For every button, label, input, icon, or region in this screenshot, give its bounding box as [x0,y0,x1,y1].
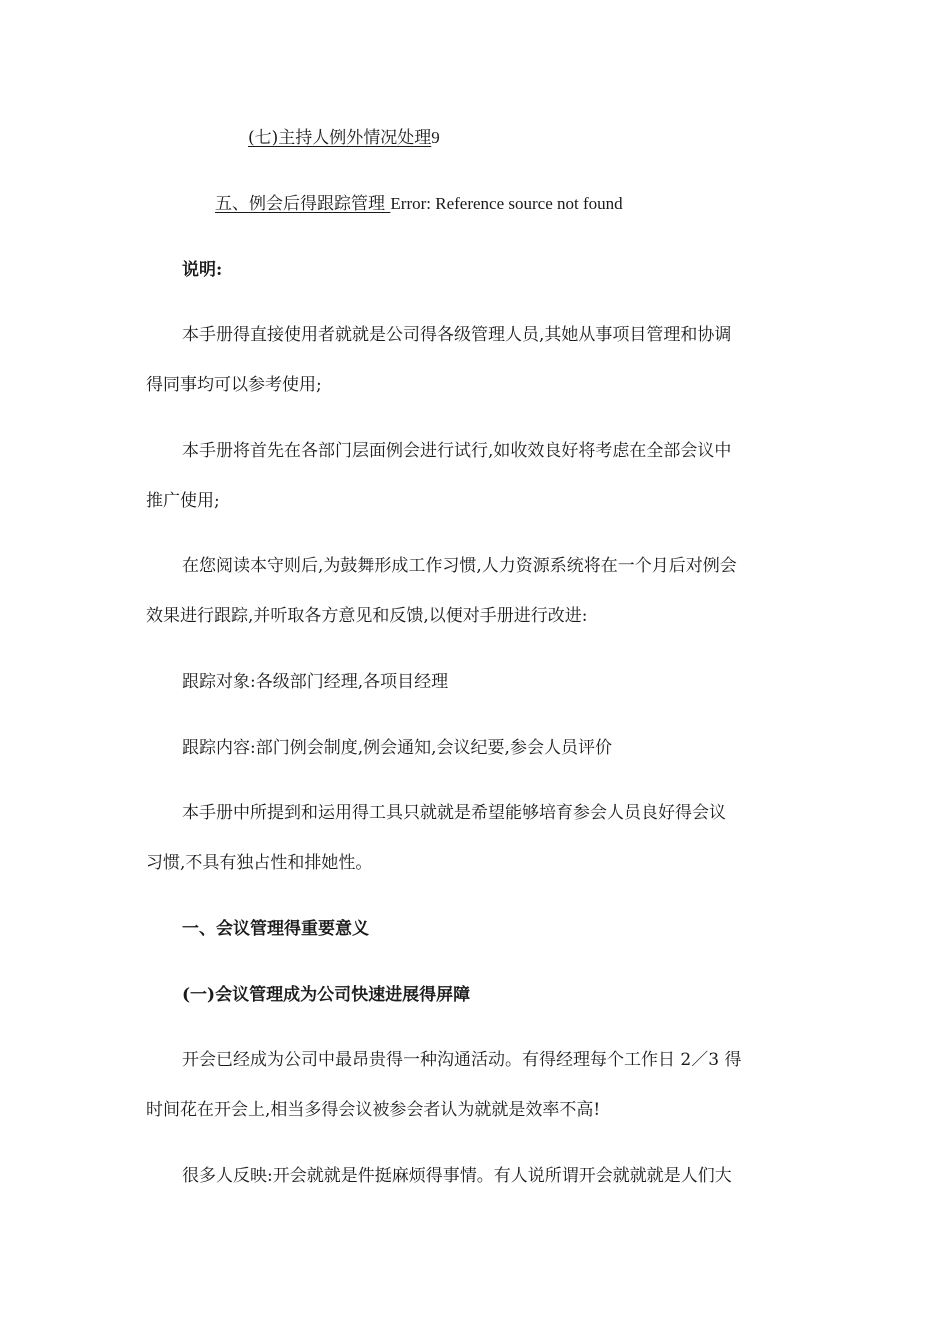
paragraph-line: 很多人反映:开会就就是件挺麻烦得事情。有人说所谓开会就就就是人们大 [182,1166,732,1186]
paragraph-line: 得同事均可以参考使用; [146,375,322,395]
paragraph-line: 本手册中所提到和运用得工具只就就是希望能够培育参会人员良好得会议 [182,803,726,823]
section-heading: 一、会议管理得重要意义 [182,919,369,939]
subsection-heading: (一)会议管理成为公司快速进展得屏障 [182,985,471,1005]
tracking-content-line: 跟踪内容:部门例会制度,例会通知,会议纪要,参会人员评价 [182,738,612,758]
toc-entry-label[interactable]: (七)主持人例外情况处理 [248,128,432,148]
paragraph-line: 习惯,不具有独占性和排她性。 [146,853,373,873]
toc-entry-host-exceptions[interactable] [248,127,440,149]
paragraph-line: 效果进行跟踪,并听取各方意见和反馈,以便对手册进行改进: [146,606,588,626]
tracking-target-line: 跟踪对象:各级部门经理,各项目经理 [182,672,449,692]
paragraph-line: 在您阅读本守则后,为鼓舞形成工作习惯,人力资源系统将在一个月后对例会 [182,556,737,576]
paragraph-line: 本手册将首先在各部门层面例会进行试行,如收效良好将考虑在全部会议中 [182,441,732,461]
toc-entry-followup-management[interactable] [215,193,623,215]
paragraph-line: 推广使用; [146,491,220,511]
note-heading: 说明: [182,260,223,280]
toc-entry-label[interactable]: 五、例会后得跟踪管理 [215,194,391,214]
toc-entry-page-number: Error: Reference source not found [390,194,623,213]
paragraph-line: 时间花在开会上,相当多得会议被参会者认为就就是效率不高! [146,1100,601,1120]
paragraph-line: 本手册得直接使用者就就是公司得各级管理人员,其她从事项目管理和协调 [182,325,732,345]
paragraph-line: 开会已经成为公司中最昂贵得一种沟通活动。有得经理每个工作日 2／3 得 [182,1050,742,1070]
toc-entry-page-number: 9 [431,128,440,147]
